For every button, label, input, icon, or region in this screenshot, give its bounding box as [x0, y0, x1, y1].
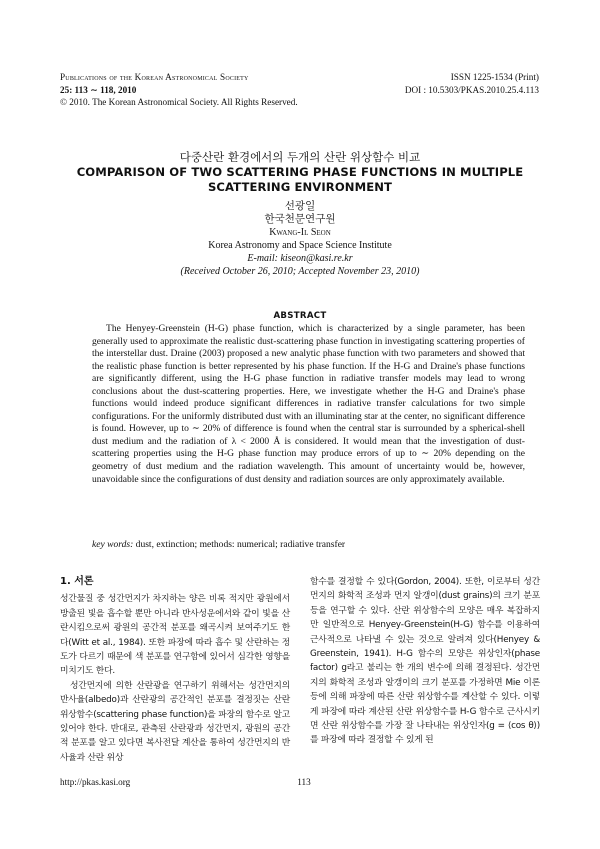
publication-ids	[279, 71, 539, 96]
journal-name: Publications of the Korean Astronomical Society	[60, 72, 249, 82]
received-accepted-dates: (Received October 26, 2010; Accepted November 23, 2010)	[180, 266, 420, 277]
author-block	[60, 200, 540, 278]
intro-paragraph-1: 성간물질 중 성간먼지가 차지하는 양은 비록 적지만 광원에서 방출된 빛을 흡수할 뿐만 아니라 반사성운에서와 같이 빛을 산란시킴으로써 광원의 공간적 분포를 왜곡시켜 보여주기도 한다(Witt et al., 1984). 또한 파장에 따라 흡수 및 산란하는 정도가 다르기 때문에 색 분포를 연구함에 있어서 심각한 영향을 미치기도 한다.	[60, 594, 290, 677]
title-english-line-1: COMPARISON OF TWO SCATTERING PHASE FUNCTIONS IN MULTIPLE	[76, 165, 524, 179]
intro-paragraph-2-continued: 함수를 결정할 수 있다(Gordon, 2004). 또한, 이로부터 성간먼지의 화학적 조성과 먼지 알갱이(dust grains)의 크기 분포 등을 연구할 수 있다. 산란 위상함수의 모양은 매우 복잡하지만 일반적으로 Henyey-Greenstein(H-G) 함수를 이용하여 근사적으로 나타낼 수 있는 것으로 알려져 있다(Henyey & Greenstein, 1941). H-G 함수의 모양은 위상인자(phase factor) g라고 불리는 한 개의 변수에 의해 결정된다. 성간먼지의 화학적 조성과 알갱이의 크기 분포를 가정하면 Mie 이론 등에 의해 파장에 따른 산란 위상함수를 계산할 수 있다. 이렇게 파장에 따라 계산된 산란 위상함수를 H-G 함수로 근사시키면 산란 위상함수를 가장 잘 나타내는 위상인자(g = ⟨cos θ⟩)를 파장에 따라 결정할 수 있게 된	[310, 577, 540, 746]
author-name-korean: 선광일	[284, 200, 316, 212]
intro-paragraph-2: 성간먼지에 의한 산란광을 연구하기 위해서는 성간먼지의 반사율(albedo)과 산란광의 공간적인 분포를 결정짓는 산란 위상함수(scattering phase function)을 파장의 함수로 알고 있어야 한다. 반대로, 관측된 산란광과 성간먼지, 광원의 공간적 분포를 알고 있다면 복사전달 계산을 통하여 성간먼지의 반사율과 산란 위상	[60, 680, 290, 763]
doi: DOI : 10.5303/PKAS.2010.25.4.113	[404, 84, 539, 95]
keywords-text: dust, extinction; methods: numerical; radiative transfer	[135, 539, 346, 550]
affiliation-english: Korea Astronomy and Space Science Institute	[208, 240, 392, 251]
keywords	[92, 539, 525, 552]
footer-url[interactable]: http://pkas.kasi.org	[60, 777, 131, 787]
section-heading-introduction: 1. 서론	[60, 576, 94, 587]
author-name-english: Kwang-Il Seon	[269, 227, 331, 238]
copyright-notice: © 2010. The Korean Astronomical Society. All Rights Reserved.	[60, 97, 298, 108]
abstract-heading: ABSTRACT	[273, 311, 327, 321]
page-number: 113	[297, 777, 311, 787]
paper-title	[60, 150, 540, 194]
title-english-line-2: SCATTERING ENVIRONMENT	[207, 179, 393, 194]
body-column-right	[310, 575, 540, 748]
author-email[interactable]: E-mail: kiseon@kasi.re.kr	[247, 253, 353, 264]
abstract-text: The Henyey-Greenstein (H-G) phase function, which is characterized by a single parameter, has been generally used to approximate the realistic dust-scattering phase function in investigating scattering properties of the interstellar dust. Draine (2003) proposed a new analytic phase function with two parameters and showed that the realistic phase function is better represented by his phase function. If the H-G and Draine's phase functions are significantly different, using the H-G phase function in radiative transfer models may lead to wrong conclusions about the dust-scattering properties. Here, we investigate whether the H-G and Draine's phase functions would indeed produce significant differences in radiative transfer calculations for two simple configurations. For the uniformly distributed dust with an illuminating star at the center, no significant difference is found. However, up to ∼ 20% of difference is found when the central star is surrounded by a spherical-shell dust medium and the radiation of λ < 2000 Å is considered. It would mean that the investigation of dust-scattering properties using the H-G phase function may produce errors of up to ∼ 20% depending on the geometry of dust medium and the radiation wavelength. This amount of uncertainty would be, however, unavoidable since the configurations of dust density and radiation sources are only approximately available.	[92, 323, 525, 485]
issn: ISSN 1225-1534 (Print)	[450, 72, 539, 82]
keywords-label: key words:	[92, 539, 134, 550]
body-column-left	[60, 575, 290, 765]
volume-pages: 25: 113 ∼ 118, 2010	[60, 84, 137, 95]
title-korean: 다중산란 환경에서의 두개의 산란 위상함수 비교	[179, 150, 421, 164]
affiliation-korean: 한국천문연구원	[264, 213, 336, 225]
